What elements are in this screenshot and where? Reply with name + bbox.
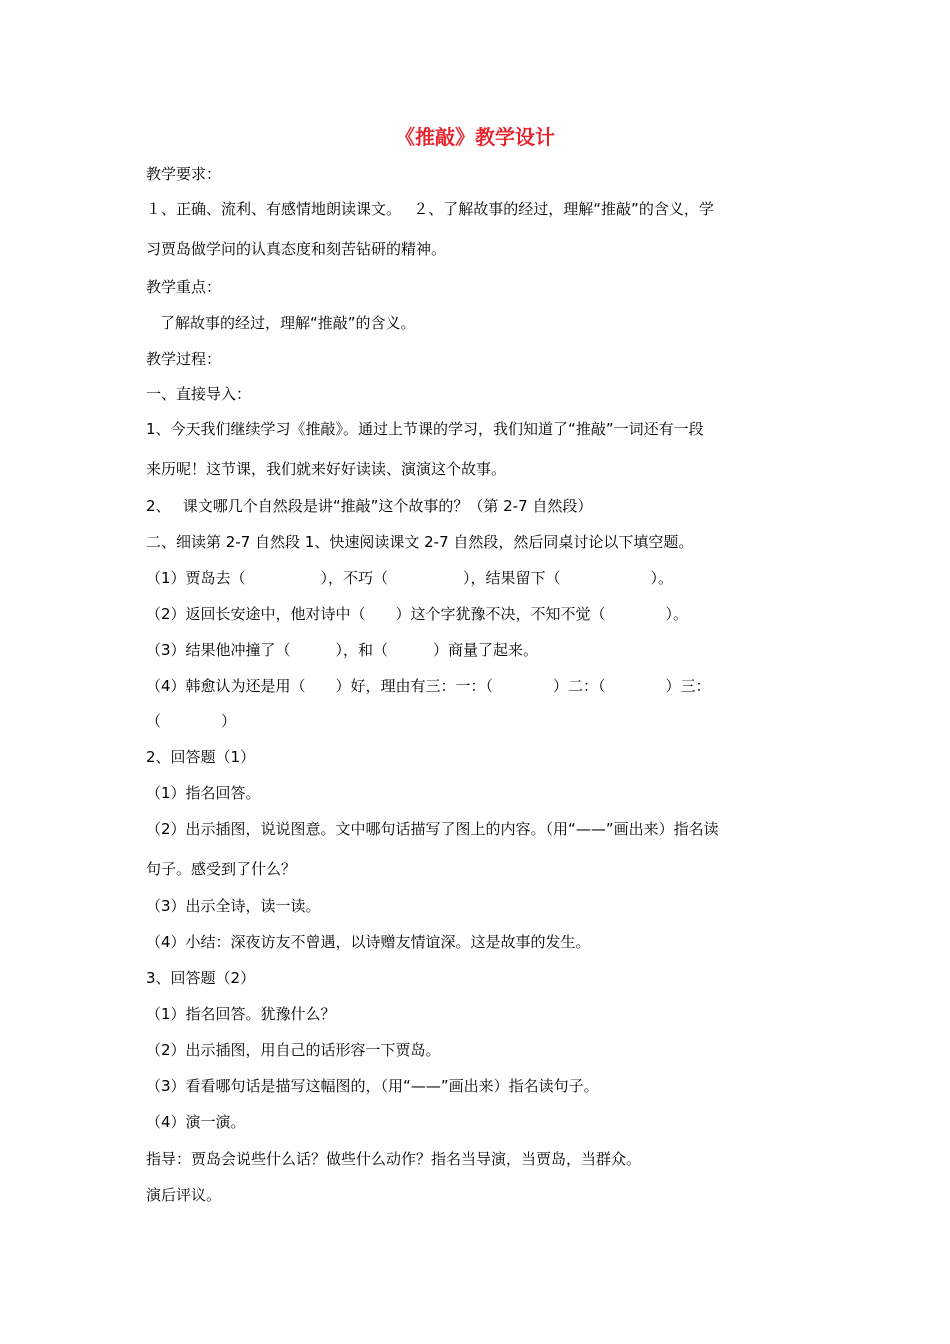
paragraph-line: 1、今天我们继续学习《推敲》。通过上节课的学习，我们知道了“推敲”一词还有一段 <box>146 420 704 438</box>
paragraph-line: 句子。感受到了什么？ <box>146 860 297 878</box>
sub-heading: 3、回答题（2） <box>146 969 256 987</box>
paragraph-line: 指导：贾岛会说些什么话？做些什么动作？指名当导演，当贾岛，当群众。 <box>146 1150 642 1168</box>
document-title: 《推敲》教学设计 <box>395 125 555 149</box>
exercise-line: （3）结果他冲撞了（ ），和（ ）商量了起来。 <box>146 641 539 659</box>
paragraph-line: １、正确、流利、有感情地朗读课文。 ２、了解故事的经过，理解“推敲”的含义，学 <box>146 200 714 218</box>
exercise-line: （1）贾岛去（ ），不巧（ ），结果留下（ ）。 <box>146 569 674 587</box>
paragraph-line: 来历呢！这节课，我们就来好好读读、演演这个故事。 <box>146 460 507 478</box>
list-item: （2）出示插图，说说图意。文中哪句话描写了图上的内容。（用“——”画出来）指名读 <box>146 820 719 838</box>
heading-teaching-process: 教学过程： <box>146 350 222 368</box>
section-heading: 二、细读第 2-7 自然段 1、快速阅读课文 2-7 自然段，然后同桌讨论以下填空题。 <box>146 533 694 551</box>
list-item: （4）小结：深夜访友不曾遇，以诗赠友情谊深。这是故事的发生。 <box>146 933 591 951</box>
exercise-line: （2）返回长安途中，他对诗中（ ）这个字犹豫不决，不知不觉（ ）。 <box>146 605 689 623</box>
paragraph-line: 了解故事的经过，理解“推敲”的含义。 <box>160 314 416 332</box>
list-item: （3）出示全诗，读一读。 <box>146 897 321 915</box>
list-item: （1）指名回答。犹豫什么？ <box>146 1005 336 1023</box>
sub-heading: 2、回答题（1） <box>146 748 256 766</box>
heading-teaching-requirements: 教学要求： <box>146 165 222 183</box>
section-heading: 一、直接导入： <box>146 385 252 403</box>
list-item: （4）演一演。 <box>146 1113 246 1131</box>
list-item: （2）出示插图，用自己的话形容一下贾岛。 <box>146 1041 441 1059</box>
paragraph-line: 习贾岛做学问的认真态度和刻苦钻研的精神。 <box>146 240 447 258</box>
heading-key-points: 教学重点： <box>146 278 222 296</box>
paragraph-line: 2、 课文哪几个自然段是讲“推敲”这个故事的？（第 2-7 自然段） <box>146 497 593 515</box>
exercise-line: （4）韩愈认为还是用（ ）好，理由有三：一：（ ）二：（ ）三： <box>146 677 711 695</box>
list-item: （1）指名回答。 <box>146 784 261 802</box>
paragraph-line: 演后评议。 <box>146 1186 222 1204</box>
list-item: （3）看看哪句话是描写这幅图的，（用“——”画出来）指名读句子。 <box>146 1077 599 1095</box>
exercise-line: （ ） <box>146 712 237 730</box>
